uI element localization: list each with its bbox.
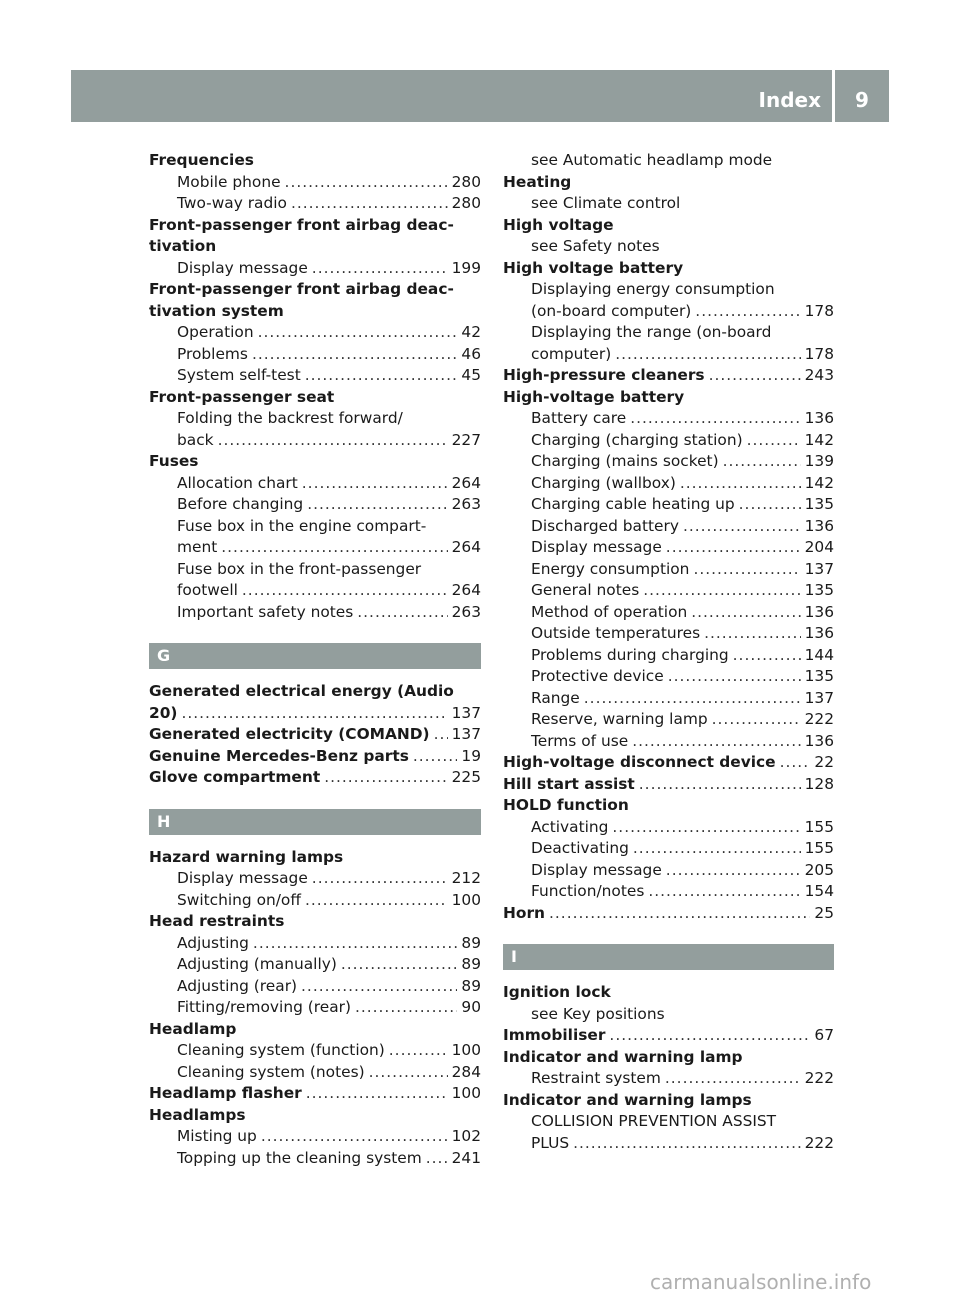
page-reference[interactable]: 222 <box>804 710 834 728</box>
index-subentry[interactable] <box>149 954 481 976</box>
entry-text: Battery care <box>531 409 627 427</box>
dot-leader <box>341 954 458 976</box>
page-reference[interactable]: 205 <box>804 860 834 879</box>
index-entry <box>149 1019 481 1041</box>
dot-leader <box>389 1040 448 1062</box>
page-reference[interactable]: 25 <box>814 903 834 922</box>
index-subentry <box>503 1004 834 1026</box>
dot-leader <box>747 430 801 452</box>
index-entry <box>503 982 834 1004</box>
entry-text: Heating <box>503 172 572 191</box>
index-entry <box>149 847 481 869</box>
index-subentry[interactable] <box>503 537 834 559</box>
page-reference[interactable]: 263 <box>451 602 481 621</box>
entry-text: Genuine Mercedes-Benz parts <box>149 746 409 765</box>
page-reference[interactable]: 67 <box>814 1026 834 1044</box>
entry-text: Activating <box>531 817 609 836</box>
index-entry <box>149 215 481 237</box>
page-reference[interactable]: 137 <box>451 725 481 743</box>
entry-text: Charging cable heating up <box>531 495 735 513</box>
index-subentry[interactable] <box>149 193 481 215</box>
dot-leader <box>355 997 457 1019</box>
entry-text: HOLD function <box>503 796 629 814</box>
dot-leader <box>632 731 800 753</box>
index-subentry[interactable] <box>149 868 481 890</box>
index-subentry[interactable] <box>503 344 834 366</box>
page-reference[interactable]: 89 <box>461 933 481 952</box>
index-subentry[interactable] <box>503 623 834 645</box>
index-entry <box>149 279 481 301</box>
entry-text: Operation <box>177 323 254 341</box>
page-reference[interactable]: 128 <box>804 774 834 793</box>
index-entry <box>149 1105 481 1127</box>
entry-text: Front-passenger seat <box>149 387 335 406</box>
index-entry <box>503 215 834 237</box>
index-subentry <box>503 322 834 344</box>
entry-text: Misting up <box>177 1127 257 1145</box>
page-reference[interactable]: 137 <box>451 703 481 722</box>
index-entry[interactable] <box>503 903 834 925</box>
entry-text: Fitting/removing (rear) <box>177 998 351 1016</box>
entry-text: Fuse box in the front-passenger <box>177 559 422 578</box>
entry-text: PLUS <box>531 1133 570 1152</box>
entry-text: Before changing <box>177 495 304 513</box>
entry-text: Terms of use <box>531 731 629 750</box>
entry-text: Energy consumption <box>531 559 690 578</box>
index-entry <box>149 387 481 409</box>
entry-text: Display message <box>177 869 308 887</box>
dot-leader <box>709 365 801 387</box>
page-reference[interactable]: 136 <box>804 731 834 750</box>
dot-leader <box>305 365 458 387</box>
watermark: carmanualsonline.info <box>650 1270 872 1294</box>
dot-leader <box>221 537 447 559</box>
index-entry[interactable] <box>503 1025 834 1047</box>
page-reference[interactable]: 89 <box>461 955 481 973</box>
entry-text: Range <box>531 688 580 707</box>
page-reference[interactable]: 204 <box>804 538 834 556</box>
dot-leader <box>253 933 457 955</box>
entry-text: Switching on/off <box>177 890 301 909</box>
index-subentry[interactable] <box>503 817 834 839</box>
entry-text: Frequencies <box>149 151 254 169</box>
entry-text: Mobile phone <box>177 172 281 191</box>
entry-text: Method of operation <box>531 602 688 621</box>
dot-leader <box>261 1126 448 1148</box>
page-reference[interactable]: 212 <box>451 869 481 887</box>
page-reference[interactable]: 155 <box>804 839 834 857</box>
page-reference[interactable]: 137 <box>804 688 834 707</box>
index-subentry <box>149 559 481 581</box>
entry-text: Glove compartment <box>149 768 321 786</box>
page-reference[interactable]: 142 <box>804 473 834 492</box>
page-reference[interactable]: 137 <box>804 559 834 578</box>
page-reference[interactable]: 241 <box>451 1148 481 1167</box>
page-reference[interactable]: 136 <box>804 602 834 621</box>
index-subentry[interactable] <box>149 1148 481 1170</box>
page-reference[interactable]: 89 <box>461 976 481 995</box>
index-entry <box>503 1090 834 1112</box>
entry-text: High-voltage battery <box>503 387 685 406</box>
entry-text: Cleaning system (notes) <box>177 1062 365 1081</box>
index-subentry <box>503 193 834 215</box>
page-reference[interactable]: 135 <box>804 667 834 685</box>
page-reference[interactable]: 100 <box>451 890 481 909</box>
dot-leader <box>666 860 801 882</box>
entry-text: Problems <box>177 344 248 363</box>
page-reference[interactable]: 199 <box>451 258 481 277</box>
index-entry <box>503 258 834 280</box>
entry-text: Deactivating <box>531 839 629 857</box>
entry-text: Problems during charging <box>531 645 729 664</box>
index-entry[interactable] <box>503 752 834 774</box>
entry-text: High voltage <box>503 215 614 234</box>
entry-text: tivation <box>149 237 217 255</box>
index-subentry[interactable] <box>149 1126 481 1148</box>
page-number: 9 <box>835 70 889 122</box>
letter-section-header: H <box>149 809 481 835</box>
dot-leader <box>301 976 457 998</box>
page-reference[interactable]: 19 <box>461 746 481 765</box>
dot-leader <box>302 473 448 495</box>
index-subentry[interactable] <box>503 709 834 731</box>
entry-text: High-voltage disconnect device <box>503 753 776 771</box>
index-subentry[interactable] <box>503 494 834 516</box>
index-subentry[interactable] <box>503 881 834 903</box>
entry-text: footwell <box>177 581 238 599</box>
dot-leader <box>695 301 800 323</box>
index-subentry[interactable] <box>503 516 834 538</box>
dot-leader <box>683 516 801 538</box>
index-subentry[interactable] <box>503 408 834 430</box>
page-reference[interactable]: 155 <box>804 817 834 836</box>
page-reference[interactable]: 227 <box>451 430 481 449</box>
entry-text: Indicator and warning lamps <box>503 1090 752 1109</box>
dot-leader <box>324 767 447 789</box>
page-reference[interactable]: 264 <box>451 538 481 556</box>
entry-text: Displaying energy consumption <box>531 280 775 298</box>
entry-text: Headlamps <box>149 1105 246 1124</box>
entry-text: Generated electrical energy (Audio <box>149 682 454 700</box>
dot-leader <box>665 1068 801 1090</box>
dot-leader <box>285 172 448 194</box>
index-subentry <box>503 150 834 172</box>
entry-text: Hill start assist <box>503 774 635 793</box>
index-entry[interactable] <box>503 774 834 796</box>
page-reference[interactable]: 135 <box>804 495 834 513</box>
page-reference[interactable]: 243 <box>804 366 834 384</box>
index-subentry[interactable] <box>503 731 834 753</box>
dot-leader <box>615 344 800 366</box>
dot-leader <box>291 193 448 215</box>
index-subentry[interactable] <box>503 580 834 602</box>
page-reference[interactable]: 222 <box>804 1069 834 1087</box>
entry-text: Topping up the cleaning system <box>177 1148 422 1167</box>
entry-text: Charging (mains socket) <box>531 452 719 470</box>
dot-leader <box>643 580 800 602</box>
entry-text: High-pressure cleaners <box>503 366 705 384</box>
entry-text: High voltage battery <box>503 258 684 277</box>
dot-leader <box>780 752 811 774</box>
entry-text: ment <box>177 538 218 556</box>
index-subentry[interactable] <box>503 301 834 323</box>
entry-text: see Safety notes <box>531 237 660 255</box>
dot-leader <box>434 724 448 746</box>
index-entry <box>149 911 481 933</box>
dot-leader <box>666 537 801 559</box>
index-entry <box>149 236 481 258</box>
entry-text: Headlamp <box>149 1019 237 1038</box>
index-entry <box>503 795 834 817</box>
dot-leader <box>369 1062 448 1084</box>
dot-leader <box>612 817 800 839</box>
page-reference[interactable]: 90 <box>461 998 481 1016</box>
index-subentry[interactable] <box>149 602 481 624</box>
dot-leader <box>305 890 448 912</box>
page-reference[interactable]: 264 <box>451 473 481 492</box>
page-reference[interactable]: 100 <box>451 1084 481 1102</box>
index-entry[interactable] <box>149 703 481 725</box>
index-subentry[interactable] <box>503 860 834 882</box>
index-entry[interactable] <box>503 365 834 387</box>
index-entry <box>149 301 481 323</box>
entry-text: Immobiliser <box>503 1026 606 1044</box>
page-reference[interactable]: 263 <box>451 495 481 513</box>
entry-text: Outside temperatures <box>531 624 701 642</box>
page-reference[interactable]: 178 <box>804 301 834 320</box>
dot-leader <box>252 344 457 366</box>
entry-text: COLLISION PREVENTION ASSIST <box>531 1112 777 1130</box>
dot-leader <box>242 580 448 602</box>
entry-text: Adjusting (manually) <box>177 955 337 973</box>
entry-text: Display message <box>531 860 662 879</box>
index-subentry[interactable] <box>149 322 481 344</box>
dot-leader <box>413 746 458 768</box>
index-subentry[interactable] <box>149 1040 481 1062</box>
entry-text: Horn <box>503 903 546 922</box>
letter-section-header: G <box>149 643 481 669</box>
entry-text: see Key positions <box>531 1004 665 1023</box>
index-entry <box>503 387 834 409</box>
index-subentry[interactable] <box>149 997 481 1019</box>
dot-leader <box>680 473 801 495</box>
index-column-left <box>149 150 481 1169</box>
entry-text: General notes <box>531 581 640 599</box>
page-reference[interactable]: 264 <box>451 581 481 599</box>
index-subentry[interactable] <box>149 976 481 998</box>
index-column-right <box>503 150 834 1154</box>
page-reference[interactable]: 178 <box>804 344 834 363</box>
entry-text: Hazard warning lamps <box>149 847 344 866</box>
index-subentry[interactable] <box>149 537 481 559</box>
index-subentry[interactable] <box>503 838 834 860</box>
entry-text: Allocation chart <box>177 473 298 492</box>
index-subentry[interactable] <box>503 451 834 473</box>
index-entry[interactable] <box>149 1083 481 1105</box>
index-subentry <box>503 236 834 258</box>
entry-text: Adjusting <box>177 933 249 952</box>
entry-text: Fuses <box>149 452 199 470</box>
index-subentry[interactable] <box>149 933 481 955</box>
dot-leader <box>712 709 801 731</box>
dot-leader <box>312 258 448 280</box>
entry-text: Folding the backrest forward/ <box>177 409 403 427</box>
index-subentry[interactable] <box>503 688 834 710</box>
entry-text: Generated electricity (COMAND) <box>149 725 430 743</box>
page-reference[interactable]: 144 <box>804 645 834 664</box>
page-reference[interactable]: 45 <box>461 366 481 384</box>
index-subentry[interactable] <box>503 666 834 688</box>
entry-text: System self-test <box>177 366 301 384</box>
entry-text: Displaying the range (on-board <box>531 323 772 341</box>
dot-leader <box>633 838 801 860</box>
entry-text: Adjusting (rear) <box>177 976 298 995</box>
index-entry <box>503 1047 834 1069</box>
dot-leader <box>549 903 810 925</box>
dot-leader <box>668 666 801 688</box>
dot-leader <box>426 1148 448 1170</box>
index-subentry[interactable] <box>503 1133 834 1155</box>
entry-text: Headlamp flasher <box>149 1084 302 1102</box>
page-reference[interactable]: 139 <box>804 452 834 470</box>
page-reference[interactable]: 222 <box>804 1133 834 1152</box>
entry-text: Discharged battery <box>531 516 679 535</box>
entry-text: 20) <box>149 703 178 722</box>
entry-text: Restraint system <box>531 1069 661 1087</box>
entry-text: see Climate control <box>531 194 681 212</box>
entry-text: Display message <box>177 258 308 277</box>
index-entry <box>503 172 834 194</box>
page-reference[interactable]: 280 <box>451 194 481 212</box>
index-subentry <box>503 1111 834 1133</box>
entry-text: Fuse box in the engine compart- <box>177 516 427 535</box>
index-entry <box>149 451 481 473</box>
entry-text: back <box>177 430 214 449</box>
entry-text: Two-way radio <box>177 194 287 212</box>
page-reference[interactable]: 42 <box>461 323 481 341</box>
section-title: Index <box>758 88 821 112</box>
page-reference[interactable]: 280 <box>451 172 481 191</box>
index-subentry[interactable] <box>149 430 481 452</box>
index-subentry[interactable] <box>503 559 834 581</box>
dot-leader <box>739 494 801 516</box>
letter-section-header: I <box>503 944 834 970</box>
entry-text: Indicator and warning lamp <box>503 1047 743 1066</box>
index-subentry[interactable] <box>149 1062 481 1084</box>
index-subentry[interactable] <box>503 645 834 667</box>
dot-leader <box>312 868 448 890</box>
index-subentry[interactable] <box>503 1068 834 1090</box>
page-reference[interactable]: 142 <box>804 430 834 449</box>
page-reference[interactable]: 136 <box>804 516 834 535</box>
index-subentry[interactable] <box>149 258 481 280</box>
entry-text: Function/notes <box>531 882 645 900</box>
index-entry <box>149 150 481 172</box>
index-subentry[interactable] <box>149 580 481 602</box>
page-reference[interactable]: 136 <box>804 409 834 427</box>
index-subentry[interactable] <box>503 430 834 452</box>
index-entry[interactable] <box>149 767 481 789</box>
entry-text: Display message <box>531 538 662 556</box>
index-subentry[interactable] <box>503 473 834 495</box>
entry-text: Protective device <box>531 667 664 685</box>
dot-leader <box>181 703 447 725</box>
index-subentry <box>503 279 834 301</box>
dot-leader <box>584 688 801 710</box>
dot-leader <box>630 408 800 430</box>
entry-text: tivation system <box>149 301 284 320</box>
entry-text: Front-passenger front airbag deac- <box>149 215 454 234</box>
page-reference[interactable]: 46 <box>461 344 481 363</box>
dot-leader <box>704 623 801 645</box>
page-reference[interactable]: 136 <box>804 624 834 642</box>
entry-text: (on-board computer) <box>531 301 692 320</box>
index-subentry[interactable] <box>149 890 481 912</box>
index-subentry[interactable] <box>149 344 481 366</box>
dot-leader <box>609 1025 810 1047</box>
entry-text: Front-passenger front airbag deac- <box>149 280 454 298</box>
dot-leader <box>218 430 448 452</box>
page-reference[interactable]: 100 <box>451 1041 481 1059</box>
index-entry <box>149 681 481 703</box>
entry-text: Reserve, warning lamp <box>531 710 708 728</box>
page-reference[interactable]: 135 <box>804 581 834 599</box>
dot-leader <box>648 881 800 903</box>
index-subentry[interactable] <box>149 473 481 495</box>
entry-text: Cleaning system (function) <box>177 1041 385 1059</box>
entry-text: Charging (charging station) <box>531 430 743 449</box>
index-subentry[interactable] <box>503 602 834 624</box>
dot-leader <box>691 602 800 624</box>
dot-leader <box>258 322 458 344</box>
entry-text: computer) <box>531 344 612 363</box>
index-subentry[interactable] <box>149 172 481 194</box>
page-reference[interactable]: 102 <box>451 1127 481 1145</box>
entry-text: Ignition lock <box>503 983 611 1001</box>
dot-leader <box>357 602 447 624</box>
page-reference[interactable]: 284 <box>451 1062 481 1081</box>
index-entry[interactable] <box>149 746 481 768</box>
entry-text: Charging (wallbox) <box>531 473 676 492</box>
index-subentry <box>149 516 481 538</box>
index-subentry <box>149 408 481 430</box>
dot-leader <box>693 559 800 581</box>
entry-text: see Automatic headlamp mode <box>531 151 773 169</box>
entry-text: Head restraints <box>149 912 285 930</box>
dot-leader <box>307 494 447 516</box>
dot-leader <box>639 774 801 796</box>
dot-leader <box>723 451 801 473</box>
page-reference[interactable]: 225 <box>451 768 481 786</box>
page-reference[interactable]: 22 <box>814 753 834 771</box>
dot-leader <box>573 1133 800 1155</box>
index-subentry[interactable] <box>149 365 481 387</box>
entry-text: Important safety notes <box>177 602 354 621</box>
dot-leader <box>306 1083 448 1105</box>
page-reference[interactable]: 154 <box>804 882 834 900</box>
dot-leader <box>733 645 801 667</box>
index-entry[interactable] <box>149 724 481 746</box>
index-subentry[interactable] <box>149 494 481 516</box>
